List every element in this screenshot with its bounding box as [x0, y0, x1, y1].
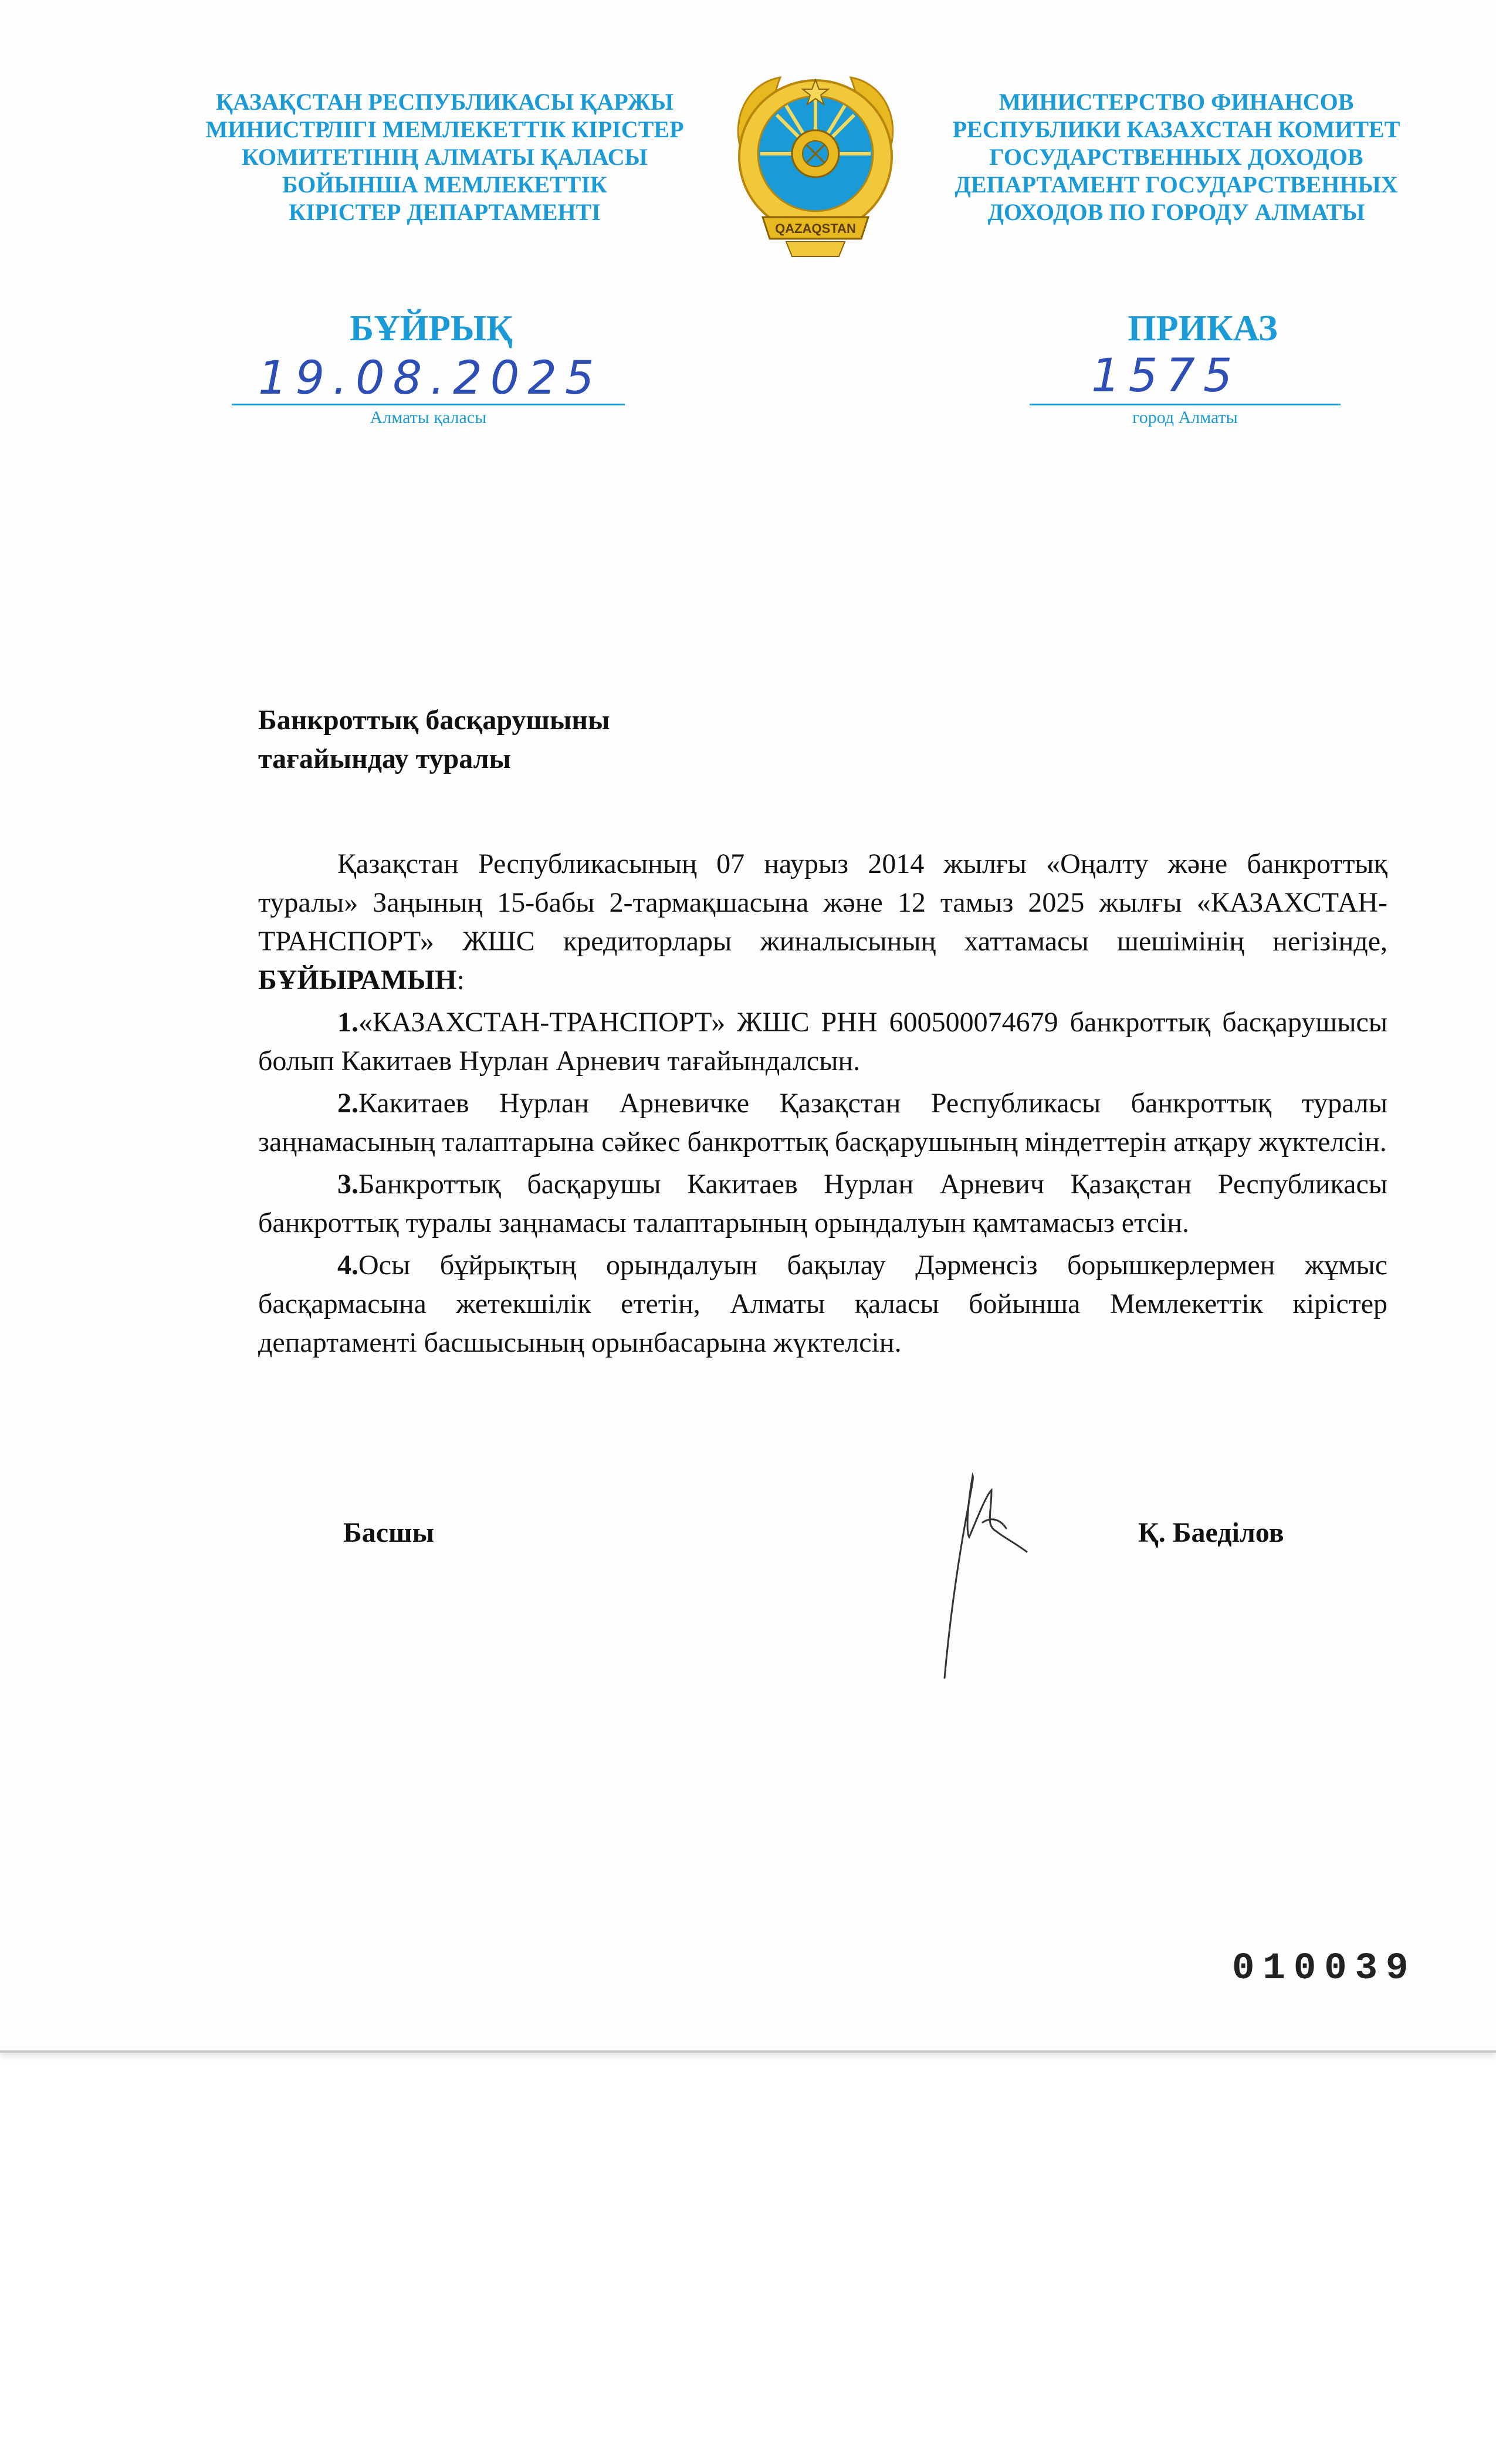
org-ru-line: ДОХОДОВ ПО ГОРОДУ АЛМАТЫ: [987, 199, 1365, 225]
org-kz-line: КІРІСТЕР ДЕПАРТАМЕНТІ: [289, 199, 601, 225]
org-ru-line: МИНИСТЕРСТВО ФИНАНСОВ: [999, 89, 1354, 115]
org-kz-line: БОЙЫНША МЕМЛЕКЕТТІК: [282, 171, 607, 198]
state-emblem: [722, 60, 909, 265]
org-ru-line: ГОСУДАРСТВЕННЫХ ДОХОДОВ: [989, 144, 1363, 170]
subject-line: тағайындау туралы: [258, 743, 512, 774]
order-item: [258, 1165, 1387, 1243]
handwritten-signature: [927, 1467, 1056, 1684]
item-text: Банкроттық басқарушы Какитаев Нурлан Арневич Қазақстан Республикасы банкроттық туралы заңнамасы талаптарының орындалуын қамтамасыз етсін.: [258, 1169, 1387, 1238]
item-number: 4.: [337, 1250, 358, 1281]
item-text: Осы бұйрықтың орындалуын бақылау Дәрменсіз борышкерлермен жұмыс басқармасына жетекшілік ететін, Алматы қаласы бойынша Мемлекеттік кірістер департаменті басшысының орынбасарына жүктелсін.: [258, 1250, 1387, 1358]
handwritten-order-number: 1575: [1091, 350, 1241, 402]
intro-paragraph: [258, 845, 1387, 1000]
org-kz-line: МИНИСТРЛІГІ МЕМЛЕКЕТТІК КІРІСТЕР: [205, 116, 684, 143]
organization-name-russian: [883, 88, 1470, 226]
document-type-kazakh: БҰЙРЫҚ: [350, 309, 513, 348]
date-underline: [232, 404, 625, 405]
item-text: «КАЗАХСТАН-ТРАНСПОРТ» ЖШС РНН 600500074679 банкроттық басқарушысы болып Какитаев Нурлан Арневич тағайындалсын.: [258, 1007, 1387, 1077]
order-item: [258, 1084, 1387, 1162]
item-text: Какитаев Нурлан Арневичке Қазақстан Республикасы банкроттық туралы заңнамасының талаптарына сәйкес банкроттық басқарушының міндеттерін атқару жүктелсін.: [258, 1088, 1387, 1157]
document-type-russian: ПРИКАЗ: [1128, 309, 1278, 348]
order-keyword: БҰЙЫРАМЫН: [258, 964, 457, 996]
order-body: [258, 845, 1387, 1362]
place-kazakh: Алматы қаласы: [370, 408, 487, 427]
order-subject: [258, 701, 610, 779]
place-russian: город Алматы: [1132, 408, 1238, 427]
intro-text: Қазақстан Республикасының 07 наурыз 2014 жылғы «Оңалту және банкроттық туралы» Заңының 15-бабы 2-тармақшасына және 12 тамыз 2025 жылғы «КАЗАХСТАН-ТРАНСПОРТ» ЖШС кредиторлары жиналысының хаттамасы шешімінің негізінде,: [258, 848, 1387, 957]
signatory-name: Қ. Баеділов: [1138, 1517, 1284, 1548]
org-ru-line: ДЕПАРТАМЕНТ ГОСУДАРСТВЕННЫХ: [955, 171, 1398, 198]
signatory-position: Басшы: [343, 1517, 435, 1548]
form-serial-number: 010039: [1232, 1948, 1417, 1990]
item-number: 3.: [337, 1169, 358, 1200]
org-ru-line: РЕСПУБЛИКИ КАЗАХСТАН КОМИТЕТ: [952, 116, 1400, 143]
subject-line: Банкроттық басқарушыны: [258, 705, 610, 736]
number-underline: [1030, 404, 1341, 405]
item-number: 1.: [337, 1007, 358, 1038]
handwritten-date: 19.08.2025: [258, 352, 603, 405]
org-kz-line: КОМИТЕТІНІҢ АЛМАТЫ ҚАЛАСЫ: [242, 144, 648, 170]
item-number: 2.: [337, 1088, 358, 1119]
order-item: [258, 1246, 1387, 1362]
org-kz-line: ҚАЗАҚСТАН РЕСПУБЛИКАСЫ ҚАРЖЫ: [215, 89, 674, 115]
organization-name-kazakh: [151, 88, 738, 226]
intro-colon: :: [456, 964, 465, 996]
order-item: [258, 1003, 1387, 1081]
emblem-ribbon-text: QAZAQSTAN: [775, 221, 856, 236]
